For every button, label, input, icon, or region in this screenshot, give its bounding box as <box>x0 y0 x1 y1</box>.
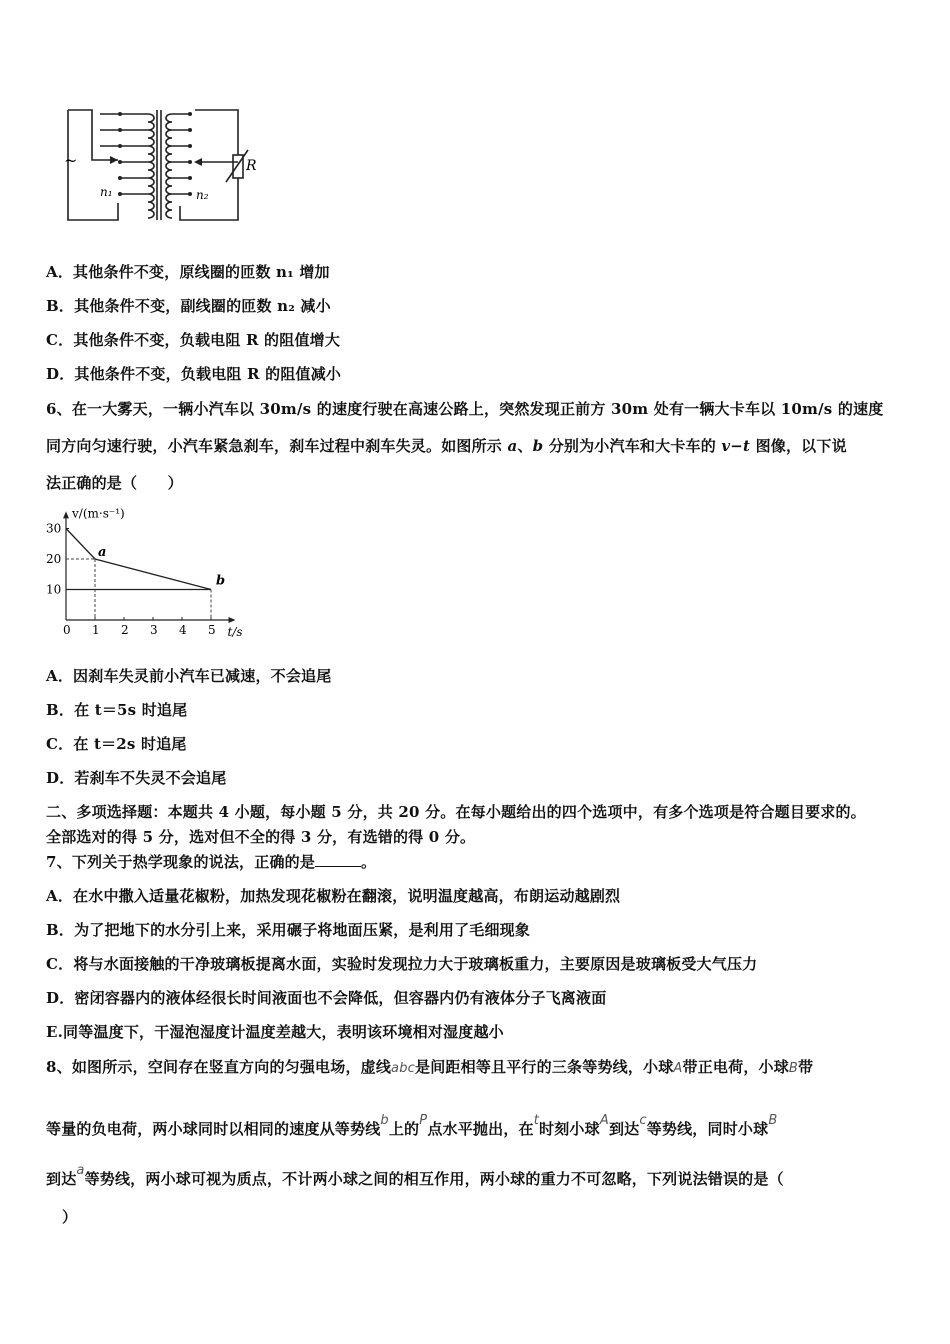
q8-stem-line3: 到达a等势线，两小球可视为质点，不计两小球之间的相互作用，两小球的重力不可忽略，下列说法错误的是（ <box>46 1163 784 1188</box>
q6-option-a: A．因刹车失灵前小汽车已减速，不会追尾 <box>46 667 332 685</box>
ac-source-symbol: ~ <box>64 151 78 170</box>
q8-stem-line2: 等量的负电荷，两小球同时以相同的速度从等势线b上的P点水平抛出，在t时刻小球A到达c等势线，同时小球B <box>46 1113 778 1138</box>
x-axis-arrow <box>229 617 236 623</box>
q5-option-a: A．其他条件不变，原线圈的匝数 n₁ 增加 <box>46 263 330 281</box>
y-tick-label: 10 <box>46 582 62 597</box>
transformer-diagram <box>60 100 260 225</box>
answer-blank <box>315 852 361 867</box>
point-label-a: a <box>98 545 107 560</box>
q7-stem: 7、下列关于热学现象的说法，正确的是 。 <box>46 853 377 871</box>
x-tick-label: 2 <box>121 623 129 637</box>
q8-stem-line1: 8、如图所示，空间存在竖直方向的匀强电场，虚线abc是间距相等且平行的三条等势线，小球A带正电荷，小球B带 <box>46 1058 814 1076</box>
section2-heading-line2: 全部选对的得 5 分，选对但不全的得 3 分，有选错的得 0 分。 <box>46 828 476 846</box>
q6-option-b: B．在 t＝5s 时追尾 <box>46 701 188 719</box>
resistor-label: R <box>246 158 257 174</box>
x-tick-label: 1 <box>92 623 100 637</box>
q6-option-c: C．在 t＝2s 时追尾 <box>46 735 187 753</box>
y-tick-label: 30 <box>46 521 62 536</box>
q5-option-d: D．其他条件不变，负载电阻 R 的阻值减小 <box>46 365 342 383</box>
section2-heading-line1: 二、多项选择题：本题共 4 小题，每小题 5 分，共 20 分。在每小题给出的四个选项中，有多个选项是符合题目要求的。 <box>46 803 866 821</box>
x-axis-label: t/s <box>227 625 243 639</box>
q6-stem-line1: 6、在一大雾天，一辆小汽车以 30m/s 的速度行驶在高速公路上，突然发现正前方 30m 处有一辆大卡车以 10m/s 的速度 <box>46 400 884 418</box>
q8-stem-line4: ） <box>62 1208 78 1226</box>
q7-option-c: C．将与水面接触的干净玻璃板提离水面，实验时发现拉力大于玻璃板重力，主要原因是玻璃板受大气压力 <box>46 955 758 973</box>
y-axis-label: v/(m·s⁻¹) <box>72 506 125 521</box>
q7-option-d: D．密闭容器内的液体经很长时间液面也不会降低，但容器内仍有液体分子飞离液面 <box>46 989 607 1007</box>
vt-chart <box>40 500 260 645</box>
y-axis-arrow <box>63 511 69 518</box>
x-tick-label: 3 <box>150 623 158 637</box>
q6-option-d: D．若刹车不失灵不会追尾 <box>46 769 227 787</box>
x-tick-label: 0 <box>63 623 71 637</box>
point-label-b: b <box>216 573 226 589</box>
x-tick-label: 4 <box>179 623 187 637</box>
x-tick-label: 5 <box>208 623 216 637</box>
y-tick-label: 20 <box>46 552 62 566</box>
primary-turns-label: n₁ <box>100 185 113 199</box>
q5-option-c: C．其他条件不变，负载电阻 R 的阻值增大 <box>46 331 341 349</box>
q6-stem-line3: 法正确的是（ ） <box>46 474 183 492</box>
q5-option-b: B．其他条件不变，副线圈的匝数 n₂ 减小 <box>46 297 331 315</box>
secondary-turns-label: n₂ <box>196 188 209 202</box>
q6-stem-line2: 同方向匀速行驶，小汽车紧急刹车，刹车过程中刹车失灵。如图所示 a、b 分别为小汽车和大卡车的 v−t 图像，以下说 <box>46 437 847 455</box>
q7-option-b: B．为了把地下的水分引上来，采用碾子将地面压紧，是利用了毛细现象 <box>46 921 531 939</box>
q7-option-e: E.同等温度下，干湿泡湿度计温度差越大，表明该环境相对湿度越小 <box>46 1023 504 1041</box>
q7-option-a: A．在水中撒入适量花椒粉，加热发现花椒粉在翻滚，说明温度越高，布朗运动越剧烈 <box>46 887 621 905</box>
